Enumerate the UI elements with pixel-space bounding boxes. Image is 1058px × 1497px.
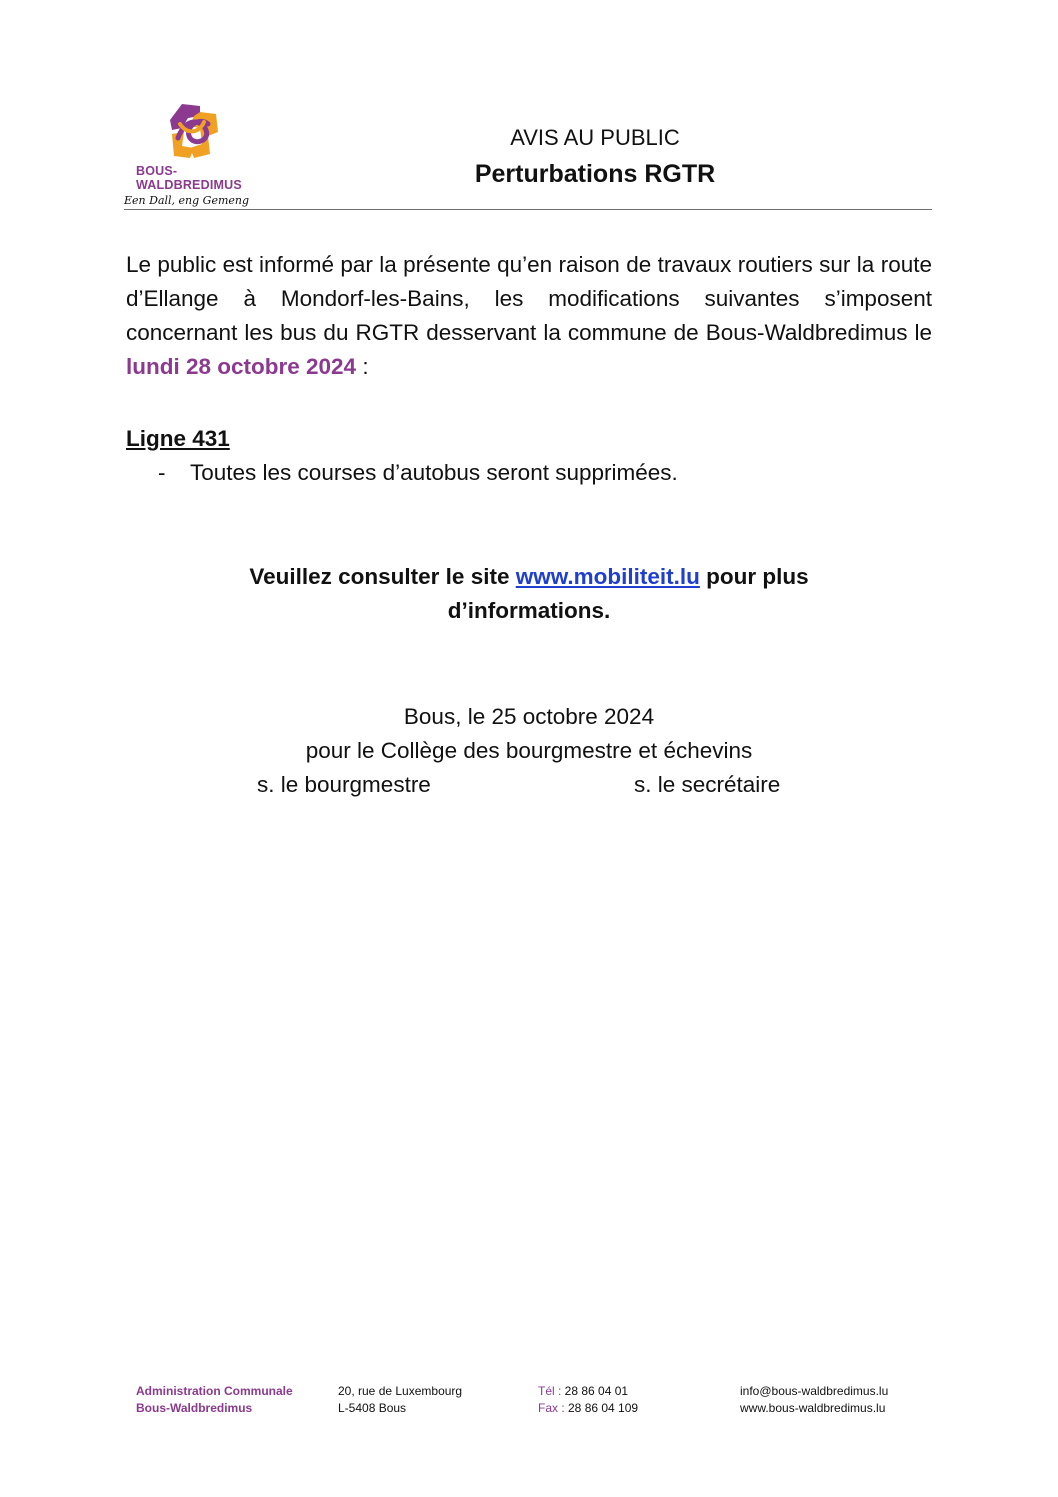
footer-phone-fax [538, 1383, 638, 1417]
notice-body [126, 248, 932, 384]
footer-website[interactable]: www.bous-waldbredimus.lu [740, 1401, 886, 1415]
line-heading: Ligne 431 [126, 426, 230, 451]
municipality-logo [122, 98, 262, 214]
consult-text-after: pour plus d’informations. [447, 564, 809, 623]
notice-title: Perturbations RGTR [474, 160, 716, 188]
footer-address-line2: L-5408 Bous [338, 1401, 407, 1415]
footer-fax-label: Fax : [538, 1401, 565, 1415]
notice-kicker: AVIS AU PUBLIC [510, 125, 680, 150]
footer-admin-line1: Administration Communale [136, 1384, 293, 1398]
header-divider [124, 209, 932, 210]
signature-college: pour le Collège des bourgmestre et échevins [305, 738, 753, 763]
list-bullet: - [158, 460, 166, 485]
footer-fax-value: 28 86 04 109 [564, 1401, 639, 1415]
consult-text-before: Veuillez consulter le site [249, 564, 516, 589]
footer-admin-line2: Bous-Waldbredimus [136, 1401, 253, 1415]
logo-tagline: Een Dall, eng Gemeng [124, 194, 250, 207]
footer-contact [740, 1383, 888, 1417]
consult-message [190, 560, 868, 628]
body-text-before-date: Le public est informé par la présente qu’en raison de travaux routiers sur la route d’Ellange à Mondorf-les-Bains, les modifications suivantes s’imposent concernant les bus du RGTR desservant la commune de Bous-Waldbredimus le [126, 252, 932, 345]
footer-tel-label: Tél : [538, 1384, 562, 1398]
interlocking-loops-logo-icon [160, 98, 224, 162]
body-text-after-date: : [356, 354, 369, 379]
footer-tel-value: 28 86 04 01 [561, 1384, 629, 1398]
signature-place-date: Bous, le 25 octobre 2024 [403, 704, 655, 729]
logo-name-line2: WALDBREDIMUS [136, 178, 242, 192]
footer-fax [538, 1400, 638, 1417]
footer-address-line1: 20, rue de Luxembourg [338, 1384, 463, 1398]
signature-mayor: s. le bourgmestre [257, 772, 431, 797]
footer-email[interactable]: info@bous-waldbredimus.lu [740, 1384, 889, 1398]
footer-address [338, 1383, 462, 1417]
footer-administration [136, 1383, 293, 1417]
list-item [158, 456, 678, 490]
logo-name-line1: BOUS- [136, 164, 178, 178]
signature-secretary: s. le secrétaire [634, 772, 781, 797]
footer-tel [538, 1383, 638, 1400]
logo-name [136, 164, 242, 192]
mobiliteit-link[interactable]: www.mobiliteit.lu [515, 564, 700, 589]
highlighted-date: lundi 28 octobre 2024 [126, 354, 357, 379]
list-item-text: Toutes les courses d’autobus seront supprimées. [190, 460, 678, 485]
